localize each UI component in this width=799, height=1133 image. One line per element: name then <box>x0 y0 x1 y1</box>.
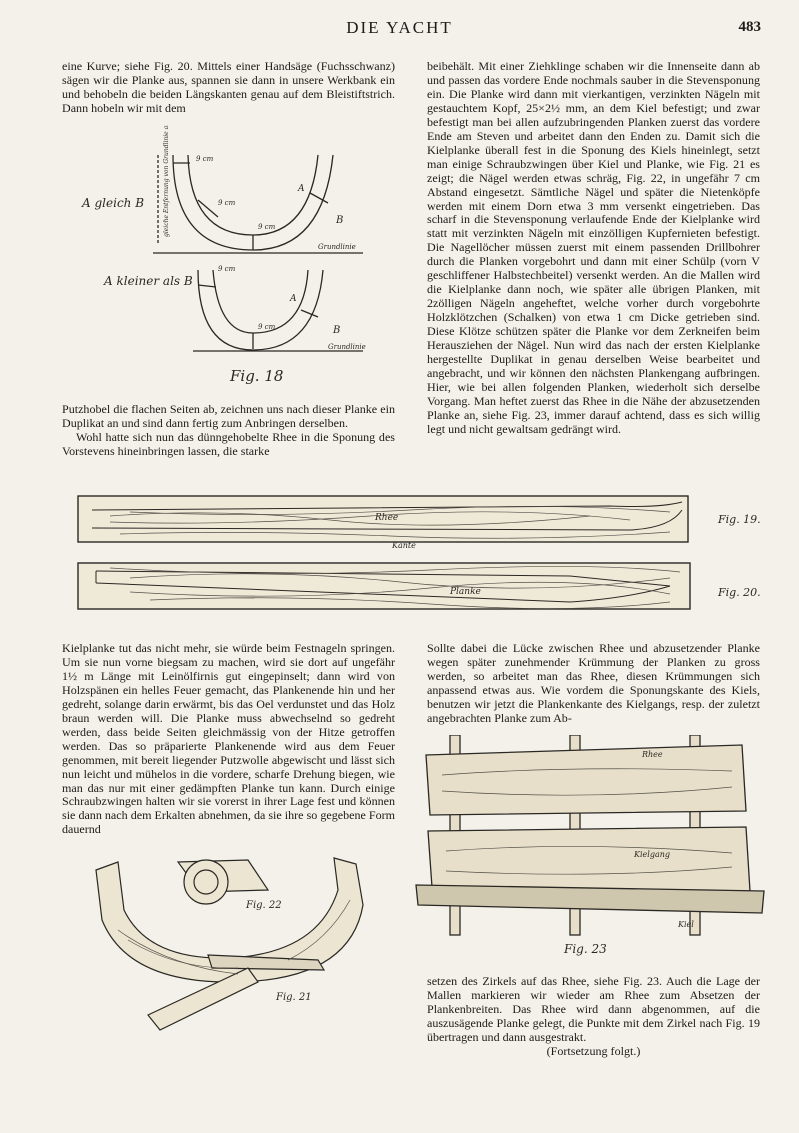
fig18-label-a-kleiner-b: A kleiner als B <box>104 274 193 288</box>
text-mid-left <box>62 403 395 459</box>
text-bottom-right-top <box>427 642 760 726</box>
fig18-measure-3: 9 cm <box>258 223 276 231</box>
text-bottom-right-bottom <box>427 975 760 1059</box>
fig21-caption: Fig. 21 <box>276 992 312 1003</box>
figure-19-drawing <box>70 490 770 550</box>
fig18-caption: Fig. 18 <box>230 367 284 385</box>
fig18-baseline-2: Grundlinie <box>328 343 366 351</box>
figure-18-drawing <box>78 125 398 400</box>
fig23-label-rhee: Rhee <box>642 750 663 759</box>
fig18-side-note: gleiche Entfernung von Grundlinie aus abgesetzt <box>163 125 170 237</box>
fig18-label-a-gleich-b: A gleich B <box>82 196 145 210</box>
paragraph: setzen des Zirkels auf das Rhee, siehe Fig. 23. Auch die Lage der Mallen markieren wir wieder am Rhee zum Absetzen der Plankenbreiten. Das Rhee wird dann abgenommen, auf die auszusägende Planke gelegt, die Punkte mit dem Zirkel nach Fig. 19 übertragen und dann ausgestrakt. <box>427 974 760 1044</box>
figure-18 <box>78 125 398 400</box>
fig23-caption: Fig. 23 <box>564 942 607 956</box>
fig18-label-b-2: B <box>333 325 341 336</box>
fig18-label-a-2: A <box>290 294 297 304</box>
fig19-label-kante: Kante <box>392 541 416 550</box>
fig18-measure-5: 9 cm <box>258 323 276 331</box>
page-number: 483 <box>738 19 761 35</box>
page-header <box>0 18 799 40</box>
fig23-label-kielgang: Kielgang <box>634 850 670 859</box>
fig20-caption: Fig. 20. <box>718 586 761 599</box>
fig22-caption: Fig. 22 <box>246 900 282 911</box>
text-top-left <box>62 60 395 116</box>
fig19-caption: Fig. 19. <box>718 513 761 526</box>
fig19-label-rhee: Rhee <box>375 513 399 523</box>
text-bottom-left <box>62 642 395 837</box>
paragraph: Kielplanke tut das nicht mehr, sie würde beim Festnageln springen. Um sie nun vorne biegsam zu machen, wird sie dort auf ungefähr 1½ m Länge mit Leinölfirnis gut eingepinselt; dann wird von Holzspänen ein helles Feuer gemacht, das Plankenende hin und her gedreht, solange darin erwärmt, bis das Oel verdunstet und das Holz braun werden will. Die Planke muss abwechselnd so gedreht werden, dass beide Seiten gleichmässig von der Hitze getroffen werden. Das so präparierte Plankenende wird aus dem Feuer genommen, mit bereit liegender Putzwolle abgewischt und lässt sich nun leicht und mühelos in die vordere, scharfe Drehung biegen, wie man das nur mit einer gedämpften Planke tun kann. Durch einige Schraubzwingen halten wir sie vorerst in ihrer Lage fest und können sie dann nach dem Erkalten abnehmen, da sie ihre so gegebene Form dauernd <box>62 641 395 837</box>
journal-title: DIE YACHT <box>346 18 453 37</box>
figure-20 <box>70 558 770 618</box>
figure-20-drawing <box>70 558 770 618</box>
figure-21-22 <box>88 850 388 1050</box>
fig23-label-kiel: Kiel <box>678 920 694 929</box>
figure-21-22-drawing <box>88 850 388 1050</box>
paragraph: eine Kurve; siehe Fig. 20. Mittels einer Handsäge (Fuchsschwanz) sägen wir die Planke aus, spannen sie dann in unsere Werkbank ein und behobeln die beiden Längskanten genau auf dem Bleistiftstrich. Dann hobeln wir mit dem <box>62 59 395 115</box>
fig18-label-a: A <box>298 184 305 194</box>
paragraph: Putzhobel die flachen Seiten ab, zeichnen uns nach dieser Planke ein Duplikat an und sind dann fertig zum Anbringen derselben. <box>62 402 395 430</box>
fig18-label-b: B <box>336 215 344 226</box>
fig18-measure-4: 9 cm <box>218 265 236 273</box>
fig18-measure-2: 9 cm <box>218 199 236 207</box>
paragraph: Sollte dabei die Lücke zwischen Rhee und abzusetzender Planke wegen später zunehmender Krümmung der Planken zu gross werden, so arbeitet man das Rhee, diesen Krümmungen sich anpassend etwas aus. Wie vordem die Sponungskante des Kiels, benutzen wir jetzt die Plankenkante des Kielgangs, resp. der zuletzt angebrachten Planke zum Ab- <box>427 641 760 725</box>
paragraph: Wohl hatte sich nun das dünngehobelte Rhee in die Sponung des Vorstevens hineinbringen lassen, die starke <box>62 429 395 458</box>
continued-note: (Fortsetzung folgt.) <box>546 1043 641 1058</box>
fig20-label-planke: Planke <box>450 587 481 597</box>
fig18-baseline-1: Grundlinie <box>318 243 356 251</box>
figure-19 <box>70 490 770 550</box>
figure-23-drawing <box>412 735 772 963</box>
fig18-measure-1: 9 cm <box>196 155 214 163</box>
text-right-top <box>427 60 760 437</box>
paragraph: beibehält. Mit einer Ziehklinge schaben wir die Innenseite dann ab und passen das vordere Ende nochmals sauber in die Stevensponung ein. Die Planke wird dann mit vierkantigen, verzinkten Nägeln mit gestauchtem Kopf, 25×2½ mm, an dem Kiel befestigt; und zwar befestigt man bei allen aufzubringenden Planken zuerst das vordere Ende am Steven und arbeitet dann den Enden zu. Damit sich die Kielplanke überall fest in die Sponung des Kiels hineinlegt, setzt man einige Schraubzwingen über Kiel und Planke, wie Fig. 21 es zeigt; die Nägel werden etwas schräg, Fig. 22, in ungefähr 7 cm Abstand eingesetzt. Sämtliche Nägel und später die Nietenköpfe werden mit einem Dorn etwa 3 mm versenkt eingetrieben. Das scharf in die Stevensponung verlaufende Ende der Kielplanke wird statt mit verzinkten Nägeln mit einzölligen Kupfernieten befestigt. Die Nagellöcher müssen zuerst mit einem passenden Drillbohrer durch die Planken vorgebohrt und dann mit einer Schülp (vorn V geschliffener Halbstechbeitel) versenkt werden. An die Mallen wird die Kielplanke dann noch, wie später alle übrigen Planken, mit 2zölligen Nägeln angeheftet, welche vorher durch vorgebohrte Holzklötzchen (Schalken) von etwa 1 cm Dicke getrieben sind. Diese Klötze schützen später die Planke vor dem Zerkneifen beim Herausziehen der Nägel. Nun wird das nach der ersten Kielplanke hergestellte Duplikat in genau derselben Weise bearbeitet und angebracht, und wir können den nächsten Plankengang aufbringen. Hier, wie bei allen folgenden Planken, wiederholt sich derselbe Vorgang. Man heftet zuerst das Rhee in die Nähe der abzusetzenden Planke an, siehe Fig. 23, immer darauf achtend, dass es sich willig legt und nicht gewaltsam gedrängt wird. <box>427 59 760 436</box>
figure-23 <box>412 735 772 963</box>
